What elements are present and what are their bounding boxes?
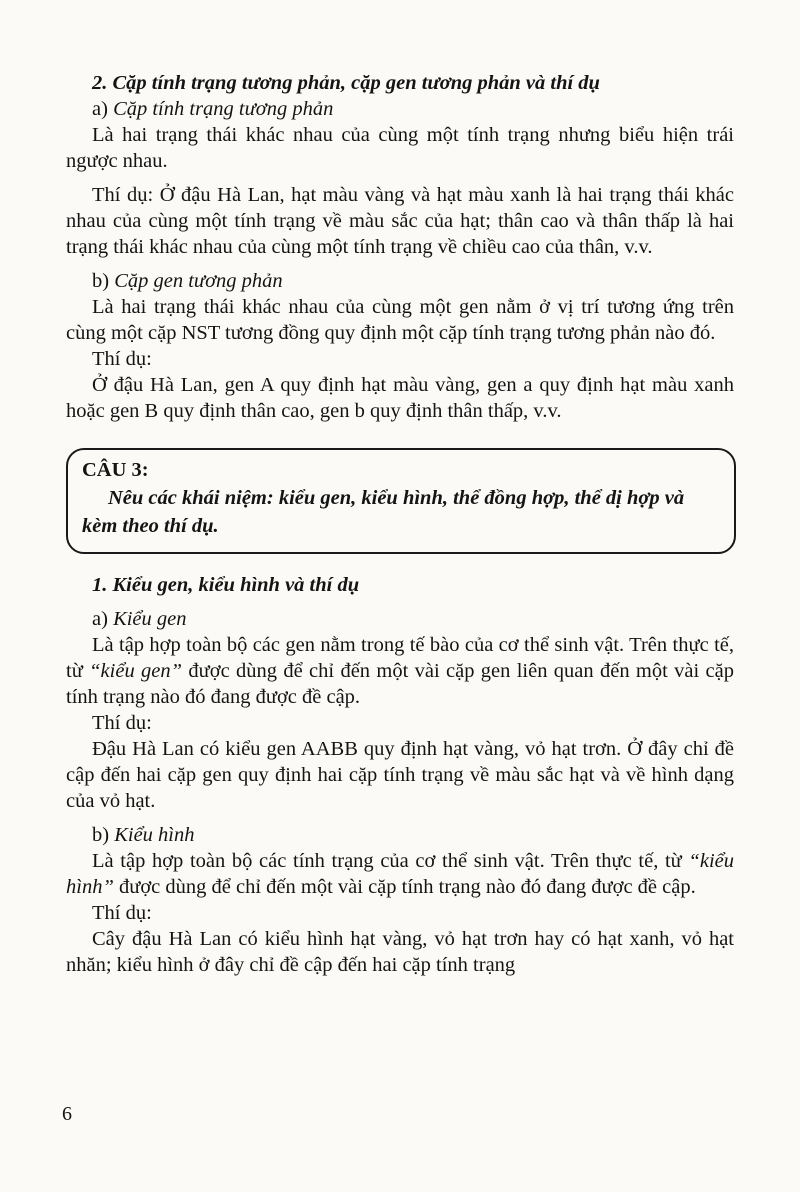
example-label: Thí dụ:	[92, 348, 152, 370]
subsection-a-title: Cặp tính trạng tương phản	[113, 98, 334, 120]
question-box	[66, 448, 736, 554]
paragraph-definition: Là hai trạng thái khác nhau của cùng một gen nằm ở vị trí tương ứng trên cùng một cặp NST tương đồng quy định một cặp tính trạng tương phản nào đó.	[66, 296, 734, 344]
paragraph-example: Cây đậu Hà Lan có kiểu hình hạt vàng, vỏ hạt trơn hay có hạt xanh, vỏ hạt nhăn; kiểu hình ở đây chỉ đề cập đến hai cặp tính trạng	[66, 928, 734, 976]
paragraph-example: Đậu Hà Lan có kiểu gen AABB quy định hạt vàng, vỏ hạt trơn. Ở đây chỉ đề cập đến hai cặp gen quy định hai cặp tính trạng về màu sắc hạt và về hình dạng của vỏ hạt.	[66, 738, 734, 812]
paragraph-definition: Là hai trạng thái khác nhau của cùng một tính trạng nhưng biểu hiện trái ngược nhau.	[66, 124, 734, 172]
subsection-a-title: Kiểu gen	[113, 608, 187, 630]
example-label: Thí dụ:	[92, 902, 152, 924]
question-text: Nêu các khái niệm: kiểu gen, kiểu hình, thể đồng hợp, thể dị hợp và kèm theo thí dụ.	[82, 487, 685, 537]
subsection-b-heading: b) Cặp gen tương phản	[92, 270, 283, 292]
section-heading-2: 2. Cặp tính trạng tương phản, cặp gen tương phản và thí dụ	[92, 72, 600, 94]
paragraph-example: Ở đậu Hà Lan, gen A quy định hạt màu vàng, gen a quy định hạt màu xanh hoặc gen B quy định thân cao, gen b quy định thân thấp, v.v.	[66, 374, 734, 422]
page-number: 6	[62, 1103, 72, 1125]
subsection-a-heading: a) Kiểu gen	[92, 608, 187, 630]
paragraph-definition: Là tập hợp toàn bộ các gen nằm trong tế bào của cơ thể sinh vật. Trên thực tế, từ “kiểu gen” được dùng để chỉ đến một vài cặp gen liên quan đến một vài cặp tính trạng nào đó đang được đề cập.	[66, 634, 734, 708]
subsection-b-heading: b) Kiểu hình	[92, 824, 195, 846]
section-heading-1: 1. Kiểu gen, kiểu hình và thí dụ	[92, 574, 360, 596]
subsection-b-title: Cặp gen tương phản	[114, 270, 283, 292]
subsection-a-heading: a) Cặp tính trạng tương phản	[92, 98, 334, 120]
term-kieu-gen: “kiểu gen”	[89, 660, 183, 682]
term-kieu-hinh: “kiểu hình”	[66, 850, 734, 898]
paragraph-definition: Là tập hợp toàn bộ các tính trạng của cơ thể sinh vật. Trên thực tế, từ “kiểu hình” được dùng để chỉ đến một vài cặp tính trạng nào đó đang được đề cập.	[66, 850, 734, 898]
question-title: CÂU 3:	[82, 459, 149, 481]
paragraph-example: Thí dụ: Ở đậu Hà Lan, hạt màu vàng và hạt màu xanh là hai trạng thái khác nhau của cùng một tính trạng về màu sắc của hạt; thân cao và thân thấp là hai trạng thái khác nhau của cùng một tính trạng về chiều cao của thân, v.v.	[66, 184, 734, 258]
document-page	[66, 70, 734, 978]
example-label: Thí dụ:	[92, 712, 152, 734]
subsection-b-title: Kiểu hình	[114, 824, 195, 846]
